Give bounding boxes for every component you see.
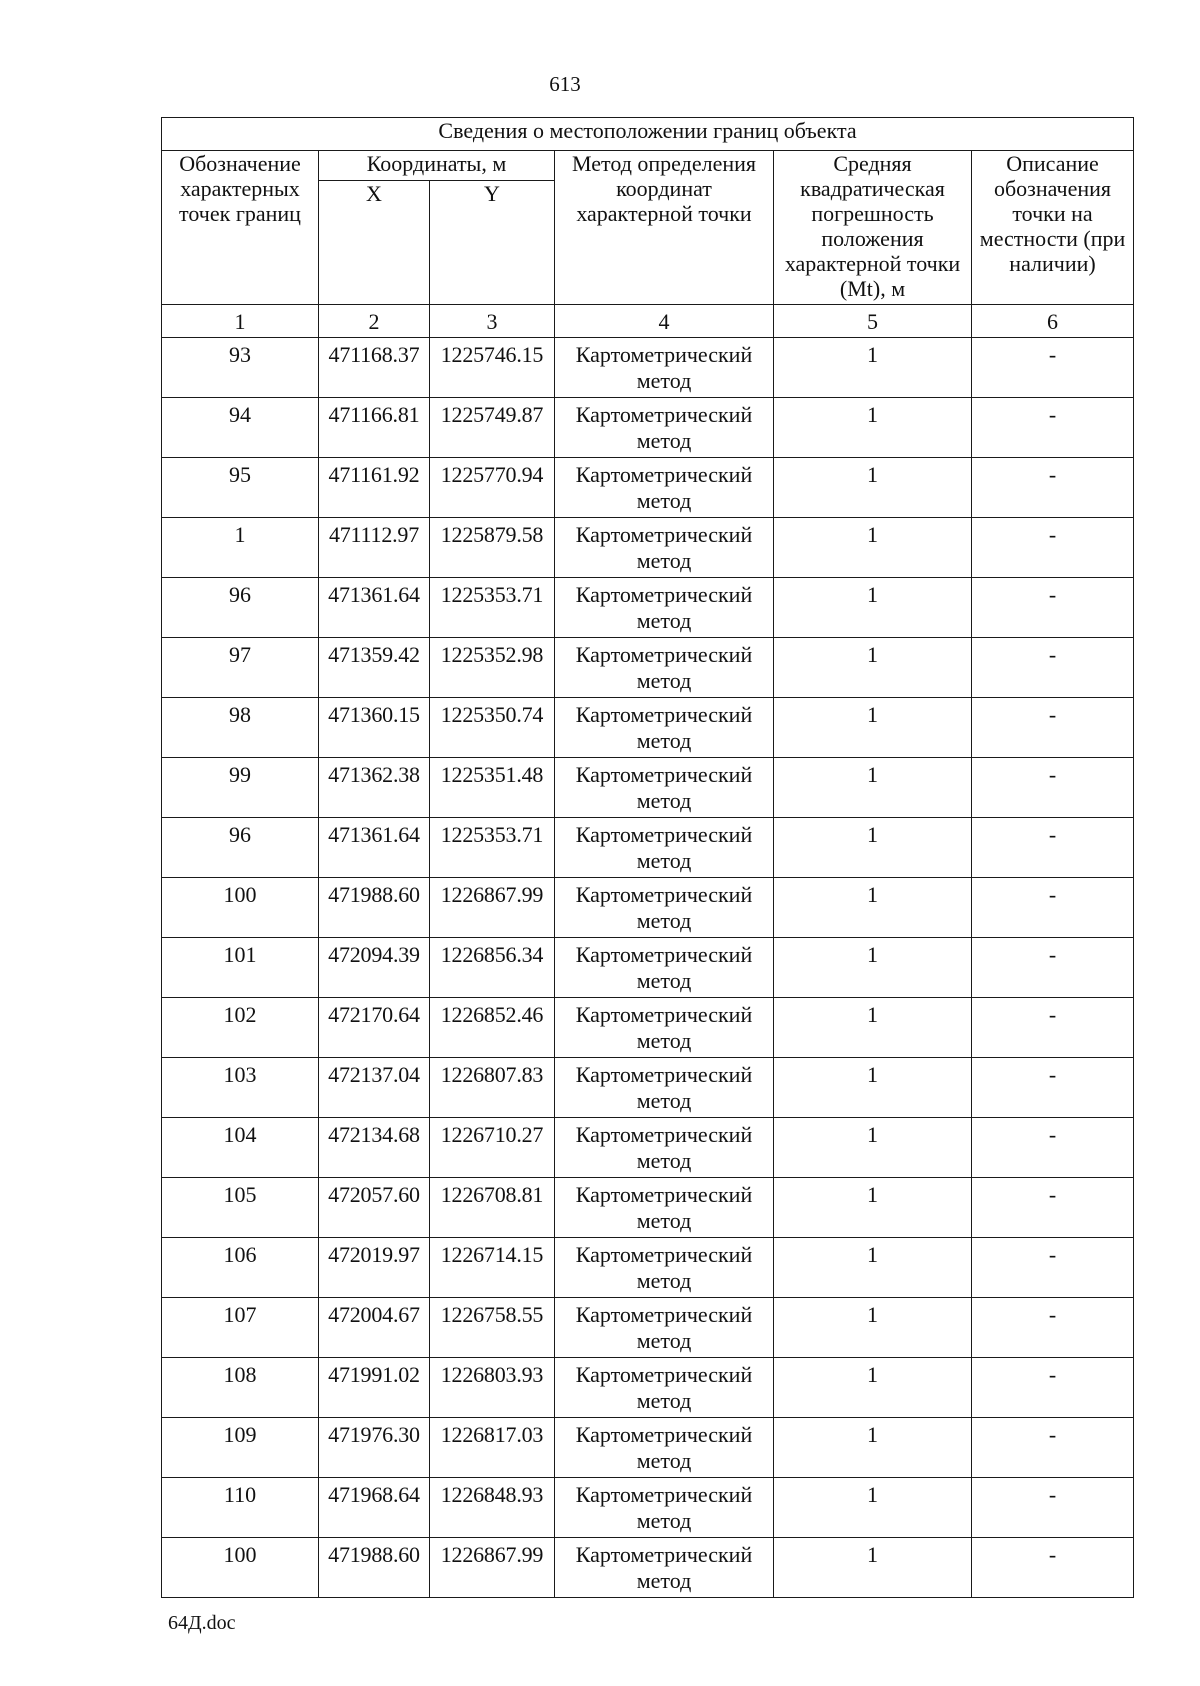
x-coordinate-cell: 471988.60 [319,878,430,938]
y-coordinate-cell: 1226848.93 [430,1478,555,1538]
x-coordinate-cell: 471361.64 [319,578,430,638]
method-cell: Картометрический метод [555,1418,774,1478]
method-cell: Картометрический метод [555,398,774,458]
x-coordinate-cell: 472094.39 [319,938,430,998]
x-coordinate-cell: 471168.37 [319,338,430,398]
x-coordinate-cell: 471161.92 [319,458,430,518]
error-cell: 1 [774,1178,972,1238]
point-cell: 102 [162,998,319,1058]
point-cell: 100 [162,1538,319,1598]
description-cell: - [972,818,1134,878]
table-row [162,998,1134,1058]
table-row [162,818,1134,878]
y-coordinate-cell: 1226708.81 [430,1178,555,1238]
description-cell: - [972,1058,1134,1118]
x-coordinate-cell: 471988.60 [319,1538,430,1598]
point-cell: 104 [162,1118,319,1178]
header-y: Y [430,181,555,305]
point-cell: 97 [162,638,319,698]
y-coordinate-cell: 1225352.98 [430,638,555,698]
description-cell: - [972,1118,1134,1178]
error-cell: 1 [774,638,972,698]
column-number: 4 [555,305,774,338]
description-cell: - [972,518,1134,578]
point-cell: 110 [162,1478,319,1538]
column-number: 2 [319,305,430,338]
x-coordinate-cell: 471359.42 [319,638,430,698]
error-cell: 1 [774,998,972,1058]
point-cell: 105 [162,1178,319,1238]
table-row [162,938,1134,998]
point-cell: 106 [162,1238,319,1298]
error-cell: 1 [774,1358,972,1418]
table-row [162,1058,1134,1118]
point-cell: 99 [162,758,319,818]
table-row [162,1358,1134,1418]
error-cell: 1 [774,398,972,458]
page-number: 613 [549,72,581,96]
error-cell: 1 [774,818,972,878]
method-cell: Картометрический метод [555,818,774,878]
table-row [162,758,1134,818]
y-coordinate-cell: 1226758.55 [430,1298,555,1358]
description-cell: - [972,998,1134,1058]
error-cell: 1 [774,938,972,998]
column-number: 1 [162,305,319,338]
description-cell: - [972,1538,1134,1598]
point-cell: 96 [162,578,319,638]
description-cell: - [972,338,1134,398]
method-cell: Картометрический метод [555,338,774,398]
method-cell: Картометрический метод [555,1238,774,1298]
x-coordinate-cell: 472019.97 [319,1238,430,1298]
error-cell: 1 [774,758,972,818]
x-coordinate-cell: 472134.68 [319,1118,430,1178]
boundary-coordinates-table [161,117,1134,1598]
y-coordinate-cell: 1225353.71 [430,818,555,878]
method-cell: Картометрический метод [555,1178,774,1238]
point-cell: 94 [162,398,319,458]
table-row [162,518,1134,578]
error-cell: 1 [774,1238,972,1298]
y-coordinate-cell: 1226867.99 [430,878,555,938]
table-row [162,458,1134,518]
header-x: X [319,181,430,305]
table-row [162,338,1134,398]
description-cell: - [972,398,1134,458]
point-cell: 109 [162,1418,319,1478]
column-number: 6 [972,305,1134,338]
x-coordinate-cell: 471362.38 [319,758,430,818]
y-coordinate-cell: 1226817.03 [430,1418,555,1478]
method-cell: Картометрический метод [555,1118,774,1178]
error-cell: 1 [774,1298,972,1358]
x-coordinate-cell: 472004.67 [319,1298,430,1358]
table-row [162,578,1134,638]
x-coordinate-cell: 472170.64 [319,998,430,1058]
x-coordinate-cell: 471361.64 [319,818,430,878]
method-cell: Картометрический метод [555,878,774,938]
error-cell: 1 [774,1058,972,1118]
x-coordinate-cell: 471360.15 [319,698,430,758]
method-cell: Картометрический метод [555,578,774,638]
y-coordinate-cell: 1226710.27 [430,1118,555,1178]
table-row [162,1478,1134,1538]
y-coordinate-cell: 1225746.15 [430,338,555,398]
error-cell: 1 [774,338,972,398]
table-row [162,638,1134,698]
point-cell: 108 [162,1358,319,1418]
error-cell: 1 [774,578,972,638]
error-cell: 1 [774,698,972,758]
header-coords: Координаты, м [319,151,555,181]
point-cell: 103 [162,1058,319,1118]
table-caption: Сведения о местоположении границ объекта [162,118,1134,151]
y-coordinate-cell: 1225351.48 [430,758,555,818]
description-cell: - [972,638,1134,698]
error-cell: 1 [774,1478,972,1538]
x-coordinate-cell: 471112.97 [319,518,430,578]
method-cell: Картометрический метод [555,518,774,578]
method-cell: Картометрический метод [555,638,774,698]
point-cell: 1 [162,518,319,578]
table-caption-row [162,118,1134,151]
y-coordinate-cell: 1225350.74 [430,698,555,758]
method-cell: Картометрический метод [555,1358,774,1418]
y-coordinate-cell: 1226714.15 [430,1238,555,1298]
table-row [162,1118,1134,1178]
description-cell: - [972,578,1134,638]
column-numbers-row [162,305,1134,338]
x-coordinate-cell: 471991.02 [319,1358,430,1418]
y-coordinate-cell: 1226807.83 [430,1058,555,1118]
method-cell: Картометрический метод [555,698,774,758]
description-cell: - [972,938,1134,998]
header-error: Средняя квадратическая погрешность положения характерной точки (Mt), м [774,151,972,305]
y-coordinate-cell: 1226852.46 [430,998,555,1058]
table-row [162,1298,1134,1358]
column-number: 5 [774,305,972,338]
y-coordinate-cell: 1226867.99 [430,1538,555,1598]
y-coordinate-cell: 1225749.87 [430,398,555,458]
table-header-row [162,151,1134,181]
x-coordinate-cell: 471166.81 [319,398,430,458]
point-cell: 98 [162,698,319,758]
error-cell: 1 [774,1538,972,1598]
method-cell: Картометрический метод [555,998,774,1058]
error-cell: 1 [774,458,972,518]
error-cell: 1 [774,878,972,938]
description-cell: - [972,458,1134,518]
column-number: 3 [430,305,555,338]
description-cell: - [972,1478,1134,1538]
x-coordinate-cell: 471976.30 [319,1418,430,1478]
x-coordinate-cell: 472057.60 [319,1178,430,1238]
point-cell: 100 [162,878,319,938]
method-cell: Картометрический метод [555,1538,774,1598]
method-cell: Картометрический метод [555,938,774,998]
point-cell: 96 [162,818,319,878]
table-row [162,398,1134,458]
table-row [162,1418,1134,1478]
method-cell: Картометрический метод [555,1058,774,1118]
error-cell: 1 [774,1118,972,1178]
method-cell: Картометрический метод [555,458,774,518]
description-cell: - [972,698,1134,758]
error-cell: 1 [774,518,972,578]
point-cell: 107 [162,1298,319,1358]
point-cell: 93 [162,338,319,398]
table-row [162,878,1134,938]
method-cell: Картометрический метод [555,758,774,818]
y-coordinate-cell: 1225353.71 [430,578,555,638]
description-cell: - [972,1418,1134,1478]
table-row [162,1178,1134,1238]
footer-filename: 64Д.doc [168,1612,236,1634]
point-cell: 95 [162,458,319,518]
description-cell: - [972,1238,1134,1298]
description-cell: - [972,758,1134,818]
table-row [162,1238,1134,1298]
y-coordinate-cell: 1226856.34 [430,938,555,998]
y-coordinate-cell: 1225770.94 [430,458,555,518]
table-row [162,1538,1134,1598]
method-cell: Картометрический метод [555,1298,774,1358]
method-cell: Картометрический метод [555,1478,774,1538]
description-cell: - [972,878,1134,938]
point-cell: 101 [162,938,319,998]
description-cell: - [972,1298,1134,1358]
header-method: Метод определения координат характерной точки [555,151,774,305]
x-coordinate-cell: 471968.64 [319,1478,430,1538]
y-coordinate-cell: 1225879.58 [430,518,555,578]
x-coordinate-cell: 472137.04 [319,1058,430,1118]
header-point: Обозначение характерных точек границ [162,151,319,305]
description-cell: - [972,1178,1134,1238]
table-row [162,698,1134,758]
y-coordinate-cell: 1226803.93 [430,1358,555,1418]
description-cell: - [972,1358,1134,1418]
error-cell: 1 [774,1418,972,1478]
header-description: Описание обозначения точки на местности (при наличии) [972,151,1134,305]
